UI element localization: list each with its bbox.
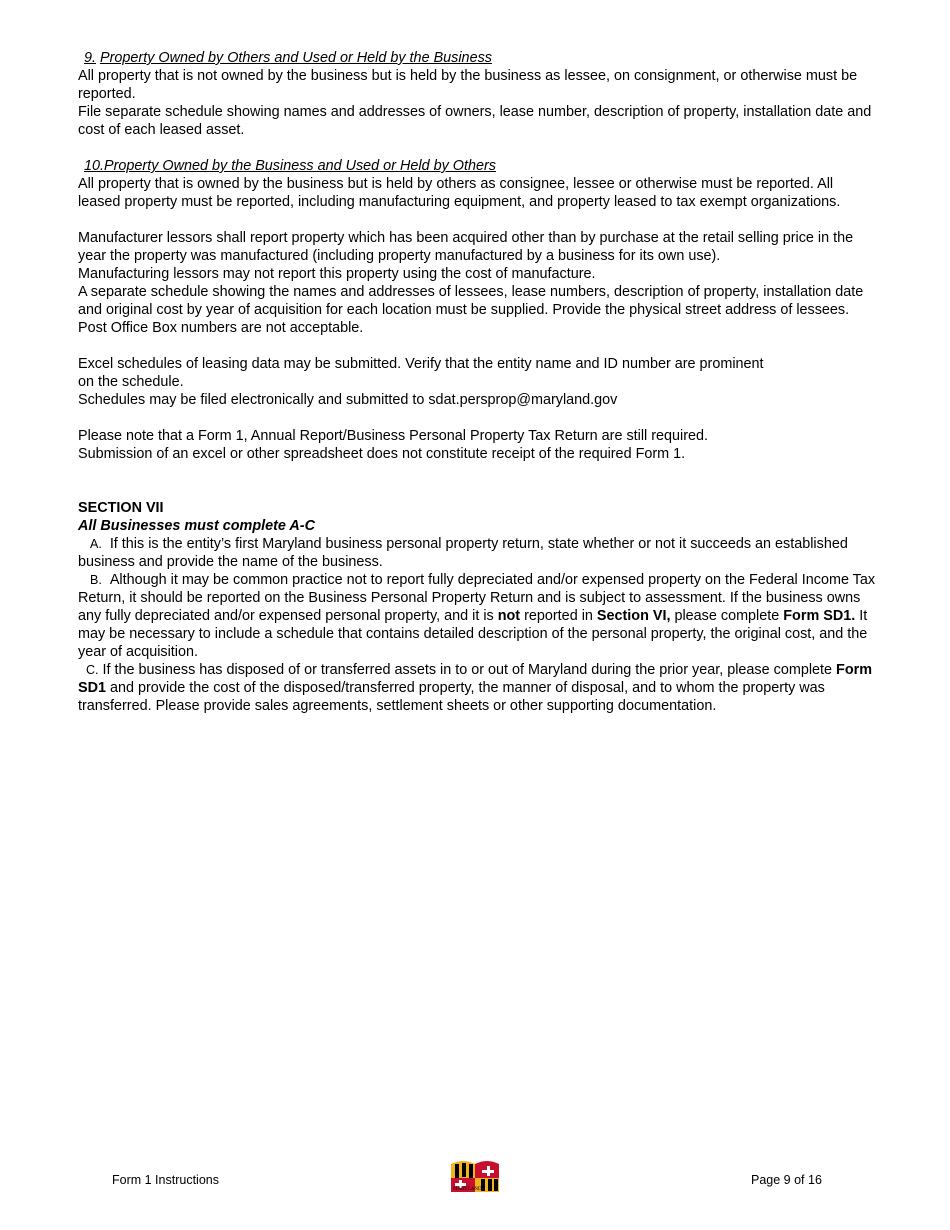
- item-a-letter: A.: [90, 537, 102, 551]
- section-10-paragraph-8: Please note that a Form 1, Annual Report/Business Personal Property Tax Return are still required.: [78, 428, 709, 444]
- section-10-paragraph-7: Schedules may be filed electronically and submitted to sdat.persprop@maryland.gov: [78, 392, 618, 408]
- item-b-section-ref: Section VI,: [596, 608, 671, 624]
- section-9-heading: [78, 49, 878, 67]
- section-10-paragraph-9: Submission of an excel or other spreadsheet does not constitute receipt of the required Form 1.: [78, 446, 686, 462]
- logo-text: MARYLAND: [453, 1187, 482, 1192]
- item-b-text-4: It may be necessary to include a schedule that contains detailed description of the personal property, the original cost, and the year of acquisition.: [78, 608, 868, 660]
- section-10-paragraph-5: Excel schedules of leasing data may be submitted. Verify that the entity name and ID number are prominent: [78, 356, 764, 372]
- item-b-text-2: reported in: [520, 608, 597, 624]
- item-b-form-ref: Form SD1.: [783, 608, 856, 624]
- section-10-paragraph-6: on the schedule.: [78, 374, 184, 390]
- item-c-letter: C.: [86, 663, 99, 677]
- logo-bar: [462, 1163, 466, 1177]
- section-7-item-c: [78, 661, 878, 715]
- item-c-form-ref: Form SD1: [78, 662, 873, 696]
- maryland-flag-logo-icon: [449, 1158, 501, 1192]
- section-9-paragraph-2: File separate schedule showing names and addresses of owners, lease number, description of property, installation date and cost of each leased asset.: [78, 104, 872, 138]
- section-9-number: 9.: [84, 50, 97, 66]
- section-7-item-a: [78, 535, 878, 571]
- item-b-letter: B.: [90, 573, 102, 587]
- item-b-text-1: Although it may be common practice not to report fully depreciated and/or expensed property on the Federal Income Tax Return, it should be reported on the Business Personal Property Return and is subject to assessment. If the business owns any fully depreciated and/or expensed personal property, and it is: [78, 572, 876, 624]
- section-9-title: Property Owned by Others and Used or Held by the Business: [100, 50, 492, 66]
- section-9-paragraph-1: All property that is not owned by the business but is held by the business as lessee, on consignment, or otherwise must be reported.: [78, 68, 858, 102]
- item-b-not: not: [497, 608, 521, 624]
- section-10-paragraph-4: A separate schedule showing the names and addresses of lessees, lease numbers, description of property, installation date and original cost by year of acquisition for each location must be supplied. Provide the physical street address of lessees. Post Office Box numbers are not acceptable.: [78, 284, 864, 336]
- footer-form-label: Form 1 Instructions: [112, 1173, 219, 1187]
- section-7-item-b: [78, 571, 878, 661]
- logo-bar: [488, 1179, 492, 1191]
- page-footer: [0, 1158, 950, 1194]
- section-10-title: Property Owned by the Business and Used or Held by Others: [104, 158, 496, 174]
- logo-bar: [455, 1164, 459, 1178]
- section-10-paragraph-1: All property that is owned by the business but is held by others as consignee, lessee or otherwise must be reported. All leased property must be reported, including manufacturing equipment, and property leased to tax exempt organizations.: [78, 176, 841, 210]
- section-7-title: SECTION VII: [78, 500, 164, 516]
- section-10-paragraph-2: Manufacturer lessors shall report property which has been acquired other than by purchase at the retail selling price in the year the property was manufactured (including property manufactured by a business for its own use).: [78, 230, 854, 264]
- logo-bar: [469, 1164, 473, 1178]
- item-c-text-1: If the business has disposed of or transferred assets in to or out of Maryland during the prior year, please complete: [102, 662, 837, 678]
- section-10-heading: [78, 157, 878, 175]
- page-content: [78, 49, 878, 715]
- section-10-number: 10.: [84, 158, 105, 174]
- logo-bar: [494, 1179, 498, 1191]
- section-10-paragraph-3: Manufacturing lessors may not report this property using the cost of manufacture.: [78, 266, 596, 282]
- footer-page-number: Page 9 of 16: [751, 1173, 822, 1187]
- item-c-text-2: and provide the cost of the disposed/transferred property, the manner of disposal, and to whom the property was transferred. Please provide sales agreements, settlement sheets or other supporting documentation.: [78, 680, 825, 714]
- logo-cross: [455, 1183, 466, 1186]
- item-b-text-3: please complete: [670, 608, 784, 624]
- logo-cross: [482, 1170, 494, 1173]
- item-a-text: If this is the entity’s first Maryland business personal property return, state whether or not it succeeds an established business and provide the name of the business.: [78, 536, 848, 570]
- section-7-subtitle: All Businesses must complete A-C: [78, 518, 315, 534]
